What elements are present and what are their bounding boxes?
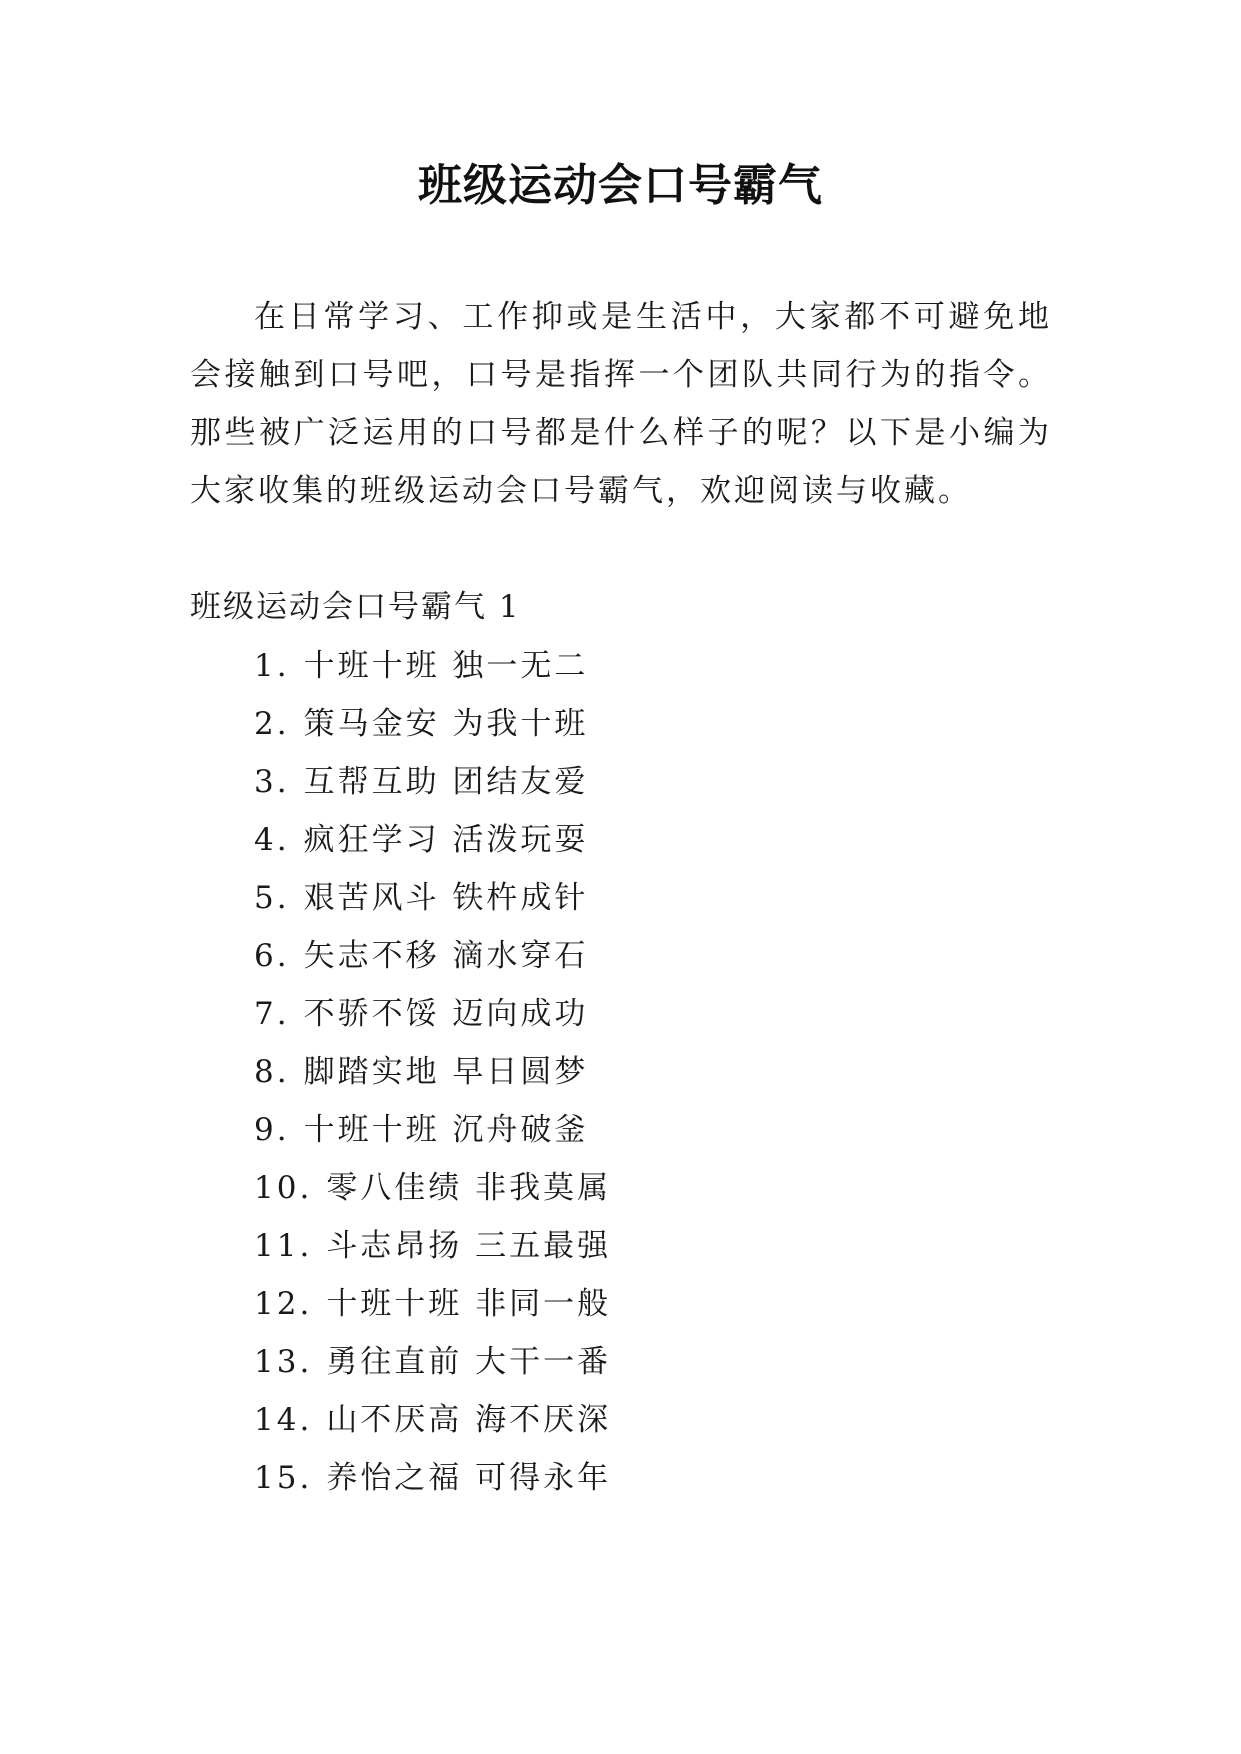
list-item (254, 753, 611, 811)
list-item (254, 1449, 611, 1507)
list-item (254, 1333, 611, 1391)
list-item-number: 4. (254, 822, 290, 858)
list-item (254, 1217, 611, 1275)
list-item-number: 9. (254, 1112, 290, 1148)
slogan-list (254, 637, 611, 1507)
list-item-text: 十班十班 沉舟破釜 (303, 1112, 589, 1148)
list-item-text: 零八佳绩 非我莫属 (326, 1170, 612, 1206)
list-item (254, 869, 611, 927)
list-item-text: 勇往直前 大干一番 (326, 1344, 612, 1380)
list-item (254, 811, 611, 869)
list-item-number: 10. (254, 1170, 313, 1206)
list-item-text: 互帮互助 团结友爱 (303, 764, 589, 800)
list-item-number: 15. (254, 1460, 313, 1496)
list-item-text: 养怡之福 可得永年 (326, 1460, 612, 1496)
list-item-text: 不骄不馁 迈向成功 (303, 996, 589, 1032)
list-item-text: 艰苦风斗 铁杵成针 (303, 880, 589, 916)
list-item (254, 1275, 611, 1333)
list-item-text: 山不厌高 海不厌深 (326, 1402, 612, 1438)
list-item (254, 1101, 611, 1159)
page-title: 班级运动会口号霸气 (418, 160, 823, 211)
list-item-text: 十班十班 独一无二 (303, 648, 589, 684)
list-item-number: 1. (254, 648, 290, 684)
list-item-number: 3. (254, 764, 290, 800)
intro-paragraph: 在日常学习、工作抑或是生活中，大家都不可避免地会接触到口号吧，口号是指挥一个团队共同行为的指令。那些被广泛运用的口号都是什么样子的呢？以下是小编为大家收集的班级运动会口号霸气，欢迎阅读与收藏。 (190, 299, 1052, 509)
list-item-number: 14. (254, 1402, 313, 1438)
list-item (254, 1159, 611, 1217)
list-item-number: 2. (254, 706, 290, 742)
list-item-text: 矢志不移 滴水穿石 (303, 938, 589, 974)
list-item-text: 十班十班 非同一般 (326, 1286, 612, 1322)
list-item-number: 8. (254, 1054, 290, 1090)
list-item (254, 1043, 611, 1101)
list-item-number: 13. (254, 1344, 313, 1380)
list-item-text: 策马金安 为我十班 (303, 706, 589, 742)
list-item (254, 927, 611, 985)
list-item (254, 985, 611, 1043)
list-item-number: 12. (254, 1286, 313, 1322)
list-item (254, 637, 611, 695)
list-item (254, 1391, 611, 1449)
list-item-number: 5. (254, 880, 290, 916)
list-item-number: 6. (254, 938, 290, 974)
list-item-text: 脚踏实地 早日圆梦 (303, 1054, 589, 1090)
list-item-text: 斗志昂扬 三五最强 (326, 1228, 612, 1264)
list-item (254, 695, 611, 753)
list-item-number: 7. (254, 996, 290, 1032)
list-item-text: 疯狂学习 活泼玩耍 (303, 822, 589, 858)
section-heading: 班级运动会口号霸气 1 (190, 589, 521, 625)
list-item-number: 11. (254, 1228, 313, 1264)
